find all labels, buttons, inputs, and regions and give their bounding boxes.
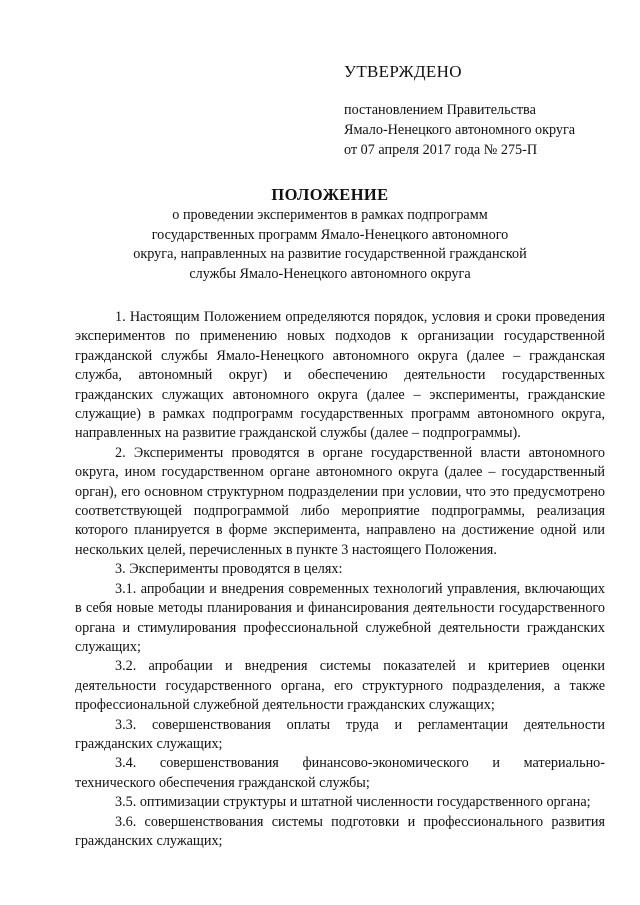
- paragraph-3-2: 3.2. апробации и внедрения системы показателей и критериев оценки деятельности государственного органа, его структурного подразделения, а также профессиональной служебной деятельности гражданских служащих;: [75, 658, 605, 714]
- document-subtitle-line: о проведении экспериментов в рамках подпрограмм: [172, 207, 488, 223]
- document-subtitle-line: округа, направленных на развитие государственной гражданской: [133, 246, 527, 262]
- paragraph-2: 2. Эксперименты проводятся в органе государственной власти автономного округа, ином государственном органе автономного округа (далее – государственный орган), его основном структурном подразделении при условии, что это предусмотрено соответствующей подпрограммой либо мероприятие подпрограммы, реализация которого планируется в форме эксперимента, направлено на достижение одной или нескольких целей, перечисленных в пункте 3 настоящего Положения.: [75, 444, 605, 558]
- document-title-block: [60, 184, 600, 284]
- document-body: [75, 308, 605, 851]
- document-subtitle-line: службы Ямало-Ненецкого автономного округа: [189, 265, 471, 282]
- approval-line: от 07 апреля 2017 года № 275-П: [344, 142, 538, 158]
- approval-line: постановлением Правительства: [344, 102, 536, 118]
- approval-block: [344, 62, 614, 160]
- approval-heading: УТВЕРЖДЕНО: [344, 62, 462, 81]
- document-subtitle-line: государственных программ Ямало-Ненецкого автономного: [151, 226, 509, 243]
- paragraph-3-4: 3.4. совершенствования финансово-экономического и материально-технического обеспечения гражданской службы;: [75, 755, 605, 791]
- paragraph-3-3: 3.3. совершенствования оплаты труда и регламентации деятельности гражданских служащих;: [75, 716, 605, 752]
- document-title: ПОЛОЖЕНИЕ: [271, 185, 389, 204]
- paragraph-3-1: 3.1. апробации и внедрения современных технологий управления, включающих в себя новые методы планирования и финансирования деятельности государственного органа и стимулирования профессиональной служебной деятельности гражданских служащих;: [75, 580, 605, 655]
- approval-line: Ямало-Ненецкого автономного округа: [344, 122, 576, 138]
- paragraph-3: 3. Эксперименты проводятся в целях:: [115, 561, 343, 578]
- paragraph-3-6: 3.6. совершенствования системы подготовки и профессионального развития гражданских служащих;: [75, 813, 605, 849]
- paragraph-3-5: 3.5. оптимизации структуры и штатной численности государственного органа;: [115, 794, 591, 811]
- paragraph-1: 1. Настоящим Положением определяются порядок, условия и сроки проведения экспериментов по применению новых подходов к организации государственной гражданской службы Ямало-Ненецкого автономного округа (далее – гражданская служба, автономный округ) и обеспечению деятельности государственных гражданских служащих автономного округа (далее – эксперименты, гражданские служащие) в рамках подпрограмм государственных программ автономного округа, направленных на развитие гражданской службы (далее – подпрограммы).: [75, 309, 605, 442]
